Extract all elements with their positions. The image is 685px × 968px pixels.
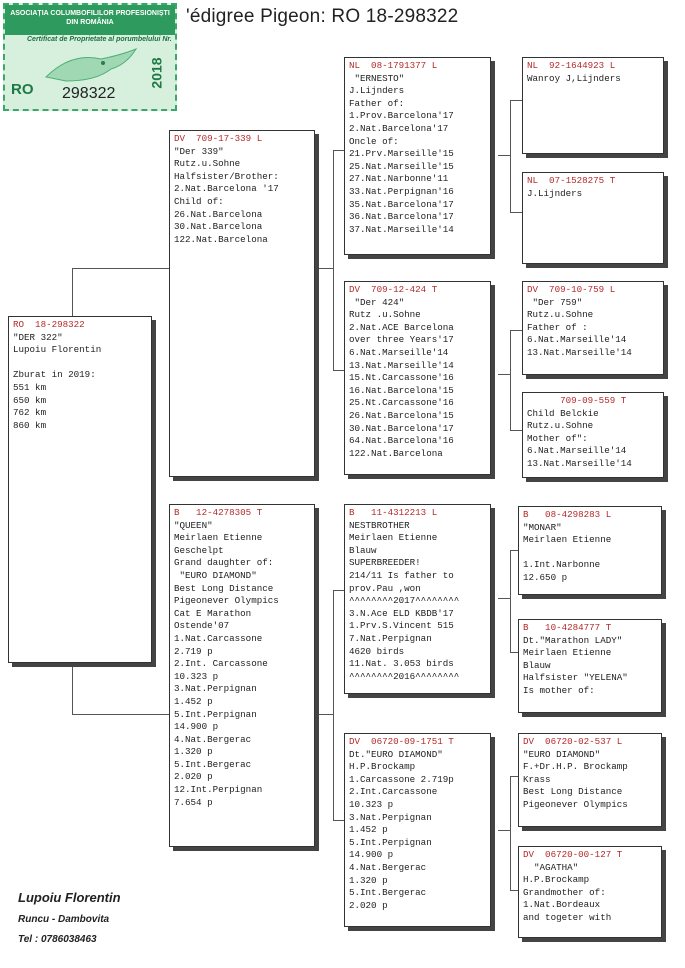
pedigree-line: Meirlaen Etienne (523, 534, 612, 546)
pedigree-line: 2.Int.Carcassone (349, 786, 438, 798)
pedigree-line: 1.452 p (174, 695, 213, 707)
pigeon-icon (41, 47, 141, 87)
pedigree-line: Grandmother of: (523, 886, 606, 898)
pedigree-line: "Der 759" (527, 296, 583, 308)
dam-box (169, 504, 315, 847)
pedigree-line: 4.Nat.Bergerac (174, 733, 252, 745)
pedigree-line: ^^^^^^^^2016^^^^^^^^ (349, 670, 460, 682)
pedigree-line: Is mother of: (523, 684, 595, 696)
sire-box (169, 130, 315, 477)
dam-sire-box (344, 504, 491, 694)
ring-number: RO 18-298322 (13, 319, 85, 330)
pedigree-line: 13.Nat.Marseille'14 (349, 359, 454, 371)
pedigree-line: J.Lijnders (349, 85, 405, 97)
page-title: 'édigree Pigeon: RO 18-298322 (186, 6, 459, 27)
pedigree-line: F.+Dr.H.P. Brockamp (523, 761, 628, 773)
pedigree-line: 214/11 Is father to (349, 569, 454, 581)
pedigree-line: 122.Nat.Barcelona (349, 447, 443, 459)
pedigree-line: 15.Nt.Carcassone'16 (349, 372, 454, 384)
pedigree-line: H.P.Brockamp (523, 874, 590, 886)
connector (498, 598, 510, 599)
pedigree-line (523, 547, 657, 560)
pedigree-line: 30.Nat.Barcelona'17 (349, 422, 454, 434)
ownership-certificate-stamp (3, 3, 177, 111)
connector (510, 100, 522, 101)
pedigree-line: Ostende'07 (174, 620, 230, 632)
connector (510, 330, 511, 430)
pedigree-line: 6.Nat.Marseille'14 (527, 445, 627, 457)
connector (333, 820, 344, 821)
pedigree-line: 7.654 p (174, 796, 213, 808)
pedigree-line: "Der 339" (174, 145, 224, 157)
connector (498, 155, 510, 156)
pedigree-line: Lupoiu Florentin (13, 344, 102, 356)
connector (72, 662, 73, 714)
pedigree-line: Rutz.u.Sohne (174, 158, 241, 170)
pedigree-line: Father of: (349, 97, 405, 109)
certificate-country: RO (11, 81, 34, 98)
pedigree-line: 762 km (13, 407, 47, 419)
pedigree-line: Pigeonever Olympics (174, 595, 279, 607)
connector (333, 590, 344, 591)
pedigree-line: Meirlaen Etienne (523, 647, 612, 659)
connector (72, 268, 73, 316)
pedigree-line: H.P.Brockamp (349, 761, 416, 773)
pedigree-line: Rutz.u.Sohne (527, 420, 594, 432)
pedigree-line: 2.020 p (349, 899, 388, 911)
pedigree-line: 14.900 p (174, 721, 219, 733)
connector (510, 776, 511, 890)
pedigree-line: 64.Nat.Barcelona'16 (349, 435, 454, 447)
pedigree-line: 35.Nat.Barcelona'17 (349, 198, 454, 210)
certificate-ring-number: 298322 (62, 85, 116, 102)
pedigree-line: Rutz.u.Sohne (527, 309, 594, 321)
pedigree-line: 1.452 p (349, 824, 388, 836)
pedigree-line: Meirlaen Etienne (349, 532, 438, 544)
pedigree-line: 27.Nat.Narbonne'11 (349, 173, 449, 185)
pedigree-line: 4.Nat.Bergerac (349, 861, 427, 873)
pedigree-line: 122.Nat.Barcelona (174, 233, 268, 245)
pedigree-line: "QUEEN" (174, 519, 213, 531)
pedigree-line: ^^^^^^^^2017^^^^^^^^ (349, 595, 460, 607)
pedigree-line: Father of : (527, 321, 588, 333)
pedigree-line: Meirlaen Etienne (174, 532, 263, 544)
pedigree-line: 13.Nat.Marseille'14 (527, 346, 632, 358)
dam-dam-box (344, 733, 491, 927)
certificate-header: ASOCIAȚIA COLUMBOFILILOR PROFESIONIȘTI DIN ROMÂNIA (5, 5, 175, 35)
connector (319, 714, 333, 715)
pedigree-line: 13.Nat.Marseille'14 (527, 457, 632, 469)
dam-dam-sire-box (518, 733, 662, 827)
pedigree-line: Blauw (523, 659, 551, 671)
pedigree-line: "EURO DIAMOND" (174, 569, 257, 581)
pedigree-line: Mother of": (527, 432, 588, 444)
pedigree-line: "Der 424" (349, 296, 405, 308)
pedigree-line: prov.Pau ,won (349, 582, 421, 594)
pedigree-line: 16.Nat.Barcelona'15 (349, 384, 454, 396)
pedigree-line: 2.719 p (174, 645, 213, 657)
pedigree-line: "MONAR" (523, 521, 562, 533)
pedigree-line: Grand daughter of: (174, 557, 274, 569)
sire-sire-dam-box (522, 172, 664, 264)
ring-number: NL 92-1644923 L (527, 60, 616, 71)
pedigree-line: 1.Nat.Carcassone (174, 632, 263, 644)
ring-number: B 12-4278305 T (174, 507, 263, 518)
ring-number: DV 709-10-759 L (527, 284, 616, 295)
pedigree-line: Geschelpt (174, 544, 224, 556)
pedigree-line: over three Years'17 (349, 334, 454, 346)
connector (510, 430, 522, 431)
pedigree-line: 650 km (13, 394, 47, 406)
pedigree-line: 1.Nat.Bordeaux (523, 899, 601, 911)
pedigree-line: 26.Nat.Barcelona'15 (349, 409, 454, 421)
pedigree-line: 11.Nat. 3.053 birds (349, 658, 454, 670)
ring-number: NL 08-1791377 L (349, 60, 438, 71)
ring-number: DV 06720-09-1751 T (349, 736, 454, 747)
pedigree-line: 36.Nat.Barcelona'17 (349, 211, 454, 223)
pedigree-line: 3.N.Ace ELD KBDB'17 (349, 607, 454, 619)
pedigree-line: 3.Nat.Perpignan (174, 683, 257, 695)
connector (72, 714, 169, 715)
pedigree-line: Zburat in 2019: (13, 369, 96, 381)
pedigree-line: 1.320 p (174, 746, 213, 758)
pedigree-line: 6.Nat.Marseille'14 (349, 346, 449, 358)
pedigree-line: Child Belckie (527, 407, 599, 419)
pedigree-line: 5.Int.Bergerac (174, 758, 252, 770)
pedigree-line (13, 357, 147, 370)
pedigree-line: Rutz .u.Sohne (349, 309, 421, 321)
connector (319, 268, 333, 269)
pedigree-line: 12.Int.Perpignan (174, 784, 263, 796)
pedigree-line: 25.Nat.Marseille'15 (349, 160, 454, 172)
certificate-year: 2018 (148, 57, 165, 89)
ring-number: DV 709-12-424 T (349, 284, 438, 295)
dam-sire-sire-box (518, 506, 662, 595)
pedigree-line: 21.Prv.Marseille'15 (349, 148, 454, 160)
sire-sire-box (344, 57, 491, 255)
pedigree-line: 5.Int.Perpignan (174, 708, 257, 720)
pedigree-line: 1.320 p (349, 874, 388, 886)
connector (333, 150, 334, 370)
ring-number: B 11-4312213 L (349, 507, 438, 518)
connector (498, 830, 510, 831)
pedigree-line: "DER 322" (13, 331, 63, 343)
pedigree-line: 10.323 p (349, 798, 394, 810)
pedigree-line: 1.Int.Narbonne (523, 559, 601, 571)
pedigree-line: 26.Nat.Barcelona (174, 208, 263, 220)
ring-number: B 10-4284777 T (523, 622, 612, 633)
pedigree-line: 860 km (13, 419, 47, 431)
pedigree-line: Wanroy J,Lijnders (527, 72, 621, 84)
pedigree-line: SUPERBREEDER! (349, 557, 421, 569)
pedigree-line: 37.Nat.Marseille'14 (349, 223, 454, 235)
sire-dam-dam-box (522, 392, 664, 478)
ring-number: DV 06720-00-127 T (523, 849, 623, 860)
pedigree-line: 25.Nt.Carcassone'16 (349, 397, 454, 409)
pedigree-line: J.Lijnders (527, 187, 583, 199)
connector (333, 590, 334, 820)
pedigree-line: Oncle of: (349, 135, 399, 147)
connector (498, 374, 510, 375)
sire-dam-box (344, 281, 491, 475)
pedigree-line: Child of: (174, 195, 224, 207)
pedigree-line: Best Long Distance (174, 582, 274, 594)
sire-sire-sire-box (522, 57, 664, 154)
pedigree-line: 2.Int. Carcassone (174, 658, 268, 670)
pedigree-line: 30.Nat.Barcelona (174, 221, 263, 233)
pedigree-line: 12.650 p (523, 571, 568, 583)
ring-number: DV 709-17-339 L (174, 133, 263, 144)
pedigree-line: 551 km (13, 381, 47, 393)
connector (510, 330, 522, 331)
pedigree-line: Best Long Distance (523, 786, 623, 798)
pedigree-line: "EURO DIAMOND" (523, 748, 601, 760)
pedigree-line: 33.Nat.Perpignan'16 (349, 185, 454, 197)
pedigree-line: 5.Int.Perpignan (349, 836, 432, 848)
pedigree-line: and togeter with (523, 911, 612, 923)
owner-phone: Tel : 0786038463 (18, 934, 97, 945)
pedigree-line: 5.Int.Bergerac (349, 887, 427, 899)
connector (510, 100, 511, 212)
connector (510, 550, 511, 652)
ring-number: DV 06720-02-537 L (523, 736, 623, 747)
sire-dam-sire-box (522, 281, 664, 375)
pedigree-line: Cat E Marathon (174, 607, 252, 619)
pedigree-line: Dt."EURO DIAMOND" (349, 748, 443, 760)
pedigree-line: Halfsister/Brother: (174, 170, 279, 182)
pedigree-line: 7.Nat.Perpignan (349, 632, 432, 644)
pedigree-line: NESTBROTHER (349, 519, 410, 531)
pedigree-line: Halfsister "YELENA" (523, 672, 628, 684)
connector (333, 150, 344, 151)
connector (510, 212, 522, 213)
pedigree-line: 2.Nat.ACE Barcelona (349, 321, 454, 333)
pedigree-line: "AGATHA" (523, 861, 579, 873)
pedigree-line: 14.900 p (349, 849, 394, 861)
dam-dam-dam-box (518, 846, 662, 938)
pedigree-line: Krass (523, 773, 551, 785)
pedigree-line: 2.020 p (174, 771, 213, 783)
pigeon-box (8, 316, 152, 663)
pedigree-line: 2.Nat.Barcelona'17 (349, 122, 449, 134)
pedigree-line: 6.Nat.Marseille'14 (527, 334, 627, 346)
certificate-subtitle: Certificat de Proprietate al porumbelului Nr. (27, 36, 172, 43)
pedigree-line: Dt."Marathon LADY" (523, 634, 623, 646)
pedigree-line: 1.Prv.S.Vincent 515 (349, 620, 454, 632)
ring-number: B 08-4298283 L (523, 509, 612, 520)
pedigree-line: "ERNESTO" (349, 72, 405, 84)
pedigree-line: 2.Nat.Barcelona '17 (174, 183, 279, 195)
ring-number: NL 07-1528275 T (527, 175, 616, 186)
pedigree-line: 4620 birds (349, 645, 405, 657)
connector (72, 268, 169, 269)
dam-sire-dam-box (518, 619, 662, 713)
pedigree-line: 1.Carcassone 2.719p (349, 773, 454, 785)
pedigree-line: Pigeonever Olympics (523, 798, 628, 810)
pedigree-line: 1.Prov.Barcelona'17 (349, 110, 454, 122)
pedigree-line: 3.Nat.Perpignan (349, 811, 432, 823)
owner-location: Runcu - Dambovita (18, 914, 110, 925)
pedigree-line: 10.323 p (174, 670, 219, 682)
pedigree-line: Blauw (349, 544, 377, 556)
ring-number: 709-09-559 T (527, 395, 627, 406)
owner-name: Lupoiu Florentin (18, 890, 121, 905)
connector (333, 370, 344, 371)
